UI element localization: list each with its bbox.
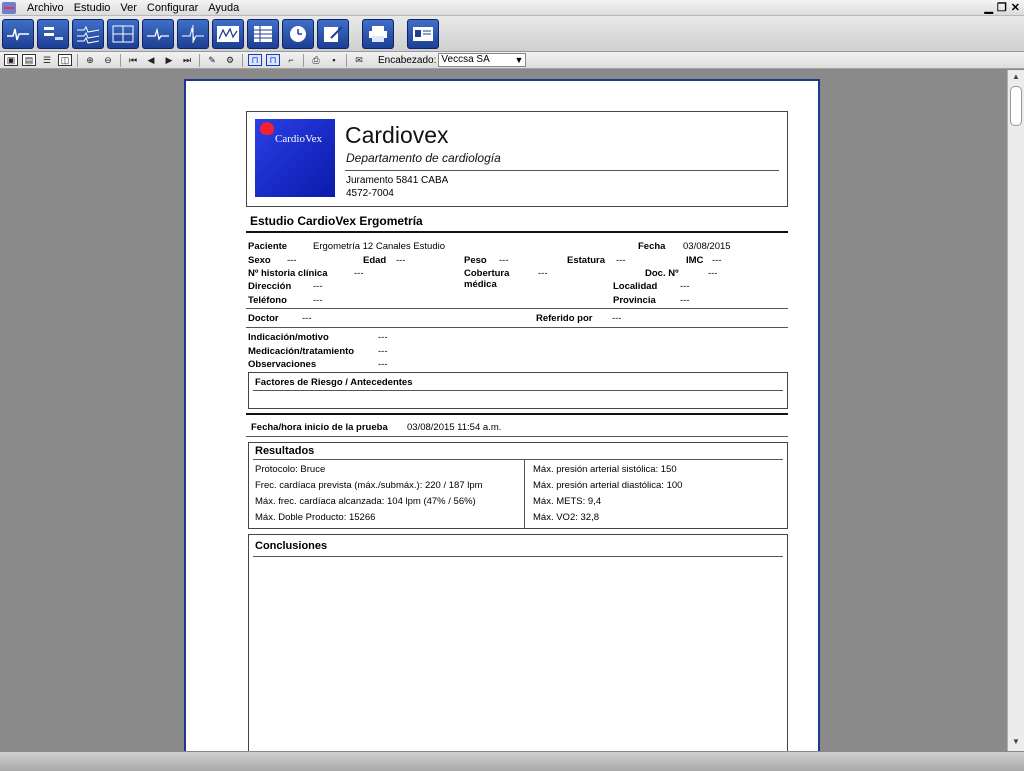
page-width-button[interactable] <box>22 54 36 66</box>
referido-value: --- <box>612 313 622 324</box>
imc-label: IMC <box>686 255 704 266</box>
company-name: Cardiovex <box>345 122 449 148</box>
multi-channel-button[interactable] <box>72 19 104 49</box>
next-page-icon: ▶ <box>165 54 173 65</box>
menu-configurar[interactable]: Configurar <box>146 1 199 14</box>
close-icon[interactable]: ✕ <box>1010 2 1020 14</box>
resultado-presion-sistolica: Máx. presión arterial sistólica: 150 <box>533 464 677 475</box>
menu-ver[interactable]: Ver <box>120 1 137 14</box>
zoom-out-icon: ⊖ <box>104 54 112 65</box>
doc-value: --- <box>708 268 718 279</box>
format-a-icon: ⊓ <box>251 54 259 65</box>
department-name: Departamento de cardiología <box>346 151 501 165</box>
fecha-value: 03/08/2015 <box>683 241 731 252</box>
properties-button[interactable] <box>223 54 237 66</box>
first-page-button[interactable] <box>126 54 140 66</box>
table-icon <box>251 24 275 44</box>
print-small-button[interactable] <box>309 54 323 66</box>
printer-icon <box>366 24 390 44</box>
pencil-icon: ✎ <box>208 54 216 65</box>
lines-icon: ☰ <box>42 54 52 65</box>
first-page-icon: ⏮ <box>128 54 138 65</box>
report-header <box>246 111 788 207</box>
estatura-value: --- <box>616 255 626 266</box>
conclusiones-box <box>248 534 788 751</box>
encabezado-label: Encabezado: <box>378 54 437 66</box>
id-card-icon <box>411 24 435 44</box>
ecg-button[interactable] <box>2 19 34 49</box>
logo-text: CardioVex <box>275 133 323 145</box>
menu-estudio[interactable]: Estudio <box>73 1 111 14</box>
paciente-value: Ergometría 12 Canales Estudio <box>313 241 446 252</box>
overlay-wave-icon <box>181 24 205 44</box>
resultado-mets: Máx. METS: 9,4 <box>533 496 602 507</box>
ecg-wave-icon <box>6 24 30 44</box>
menu-bar <box>0 0 1024 16</box>
print-button[interactable] <box>362 19 394 49</box>
table-button[interactable] <box>247 19 279 49</box>
scroll-down-icon[interactable]: ▼ <box>1012 737 1020 746</box>
report-viewport <box>0 70 1007 751</box>
single-page-icon: ▣ <box>6 54 16 65</box>
company-logo <box>255 119 335 197</box>
direccion-value: --- <box>313 281 323 292</box>
trend-icon <box>216 24 240 44</box>
main-toolbar <box>0 16 1024 52</box>
inicio-prueba-label: Fecha/hora inicio de la prueba <box>251 422 388 433</box>
format-a-button[interactable] <box>248 54 262 66</box>
envelope-icon: ✉ <box>355 54 363 65</box>
localidad-value: --- <box>680 281 690 292</box>
resultado-presion-diastolica: Máx. presión arterial diastólica: 100 <box>533 480 683 491</box>
referido-label: Referido por <box>536 313 593 324</box>
fecha-label: Fecha <box>638 241 666 252</box>
vertical-scrollbar[interactable] <box>1007 70 1024 751</box>
edad-label: Edad <box>363 255 387 266</box>
dropdown-arrow-icon: ▼ <box>514 55 524 65</box>
report-toolbar <box>0 52 1024 69</box>
doctor-value: --- <box>302 313 312 324</box>
cobertura-label-2: médica <box>464 279 497 290</box>
save-button[interactable] <box>327 54 341 66</box>
page-width-icon: ▤ <box>24 54 34 65</box>
imc-value: --- <box>712 255 722 266</box>
encabezado-select[interactable] <box>438 53 526 67</box>
format-b-button[interactable] <box>266 54 280 66</box>
paciente-label: Paciente <box>248 241 288 252</box>
grid-wave-icon <box>111 24 135 44</box>
last-page-button[interactable] <box>180 54 194 66</box>
trend-button[interactable] <box>212 19 244 49</box>
provincia-label: Provincia <box>613 295 656 306</box>
edit-report-button[interactable] <box>317 19 349 49</box>
resultado-protocolo: Protocolo: Bruce <box>255 464 326 475</box>
multi-channel-icon <box>76 24 100 44</box>
sexo-value: --- <box>287 255 297 266</box>
doctor-label: Doctor <box>248 313 279 324</box>
edit-button[interactable] <box>205 54 219 66</box>
peso-label: Peso <box>464 255 487 266</box>
study-title: Estudio CardioVex Ergometría <box>250 214 423 228</box>
prev-page-button[interactable] <box>144 54 158 66</box>
page-lines-button[interactable] <box>40 54 54 66</box>
last-page-icon: ⏭ <box>182 54 192 65</box>
indicacion-label: Indicación/motivo <box>248 332 329 343</box>
window-controls <box>984 0 1020 16</box>
report-page <box>184 79 820 751</box>
format-c-button[interactable] <box>284 54 298 66</box>
localidad-label: Localidad <box>613 281 658 292</box>
scroll-up-icon[interactable]: ▲ <box>1012 72 1020 81</box>
two-pages-button[interactable] <box>58 54 72 66</box>
resultado-doble-producto: Máx. Doble Producto: 15266 <box>255 512 376 523</box>
estatura-label: Estatura <box>567 255 606 266</box>
clock-button[interactable] <box>282 19 314 49</box>
email-button[interactable] <box>352 54 366 66</box>
encabezado-value: Veccsa SA <box>441 54 490 65</box>
medicacion-label: Medicación/tratamiento <box>248 346 355 357</box>
prev-page-icon: ◀ <box>147 54 155 65</box>
resultado-frec-alcanzada: Máx. frec. cardíaca alcanzada: 104 lpm (47% / 56%) <box>255 496 476 507</box>
telefono-value: --- <box>313 295 323 306</box>
rr-fc-icon <box>41 24 65 44</box>
provincia-value: --- <box>680 295 690 306</box>
scroll-thumb[interactable] <box>1010 86 1022 126</box>
single-wave-icon <box>146 24 170 44</box>
historia-clinica-label: Nº historia clínica <box>248 268 328 279</box>
save-icon: ▪ <box>332 55 336 65</box>
minimize-icon[interactable]: ▁ <box>984 2 993 14</box>
direccion-label: Dirección <box>248 281 292 292</box>
format-c-icon: ⌐ <box>288 55 294 65</box>
resultado-frec-prevista: Frec. cardíaca prevista (máx./submáx.): 220 / 187 lpm <box>255 480 483 491</box>
medicacion-value: --- <box>378 346 388 357</box>
patient-card-button[interactable] <box>407 19 439 49</box>
conclusiones-title: Conclusiones <box>255 540 328 552</box>
next-page-button[interactable] <box>162 54 176 66</box>
indicacion-value: --- <box>378 332 388 343</box>
company-phone: 4572-7004 <box>346 188 394 199</box>
observaciones-label: Observaciones <box>248 359 317 370</box>
grid-view-button[interactable] <box>107 19 139 49</box>
rr-fc-button[interactable] <box>37 19 69 49</box>
app-icon[interactable] <box>2 2 16 14</box>
cobertura-label: Cobertura <box>464 268 510 279</box>
print-small-icon: ⎙ <box>312 54 320 65</box>
cobertura-value: --- <box>538 268 548 279</box>
inicio-prueba-value: 03/08/2015 11:54 a.m. <box>407 422 502 433</box>
zoom-out-button[interactable] <box>101 54 115 66</box>
doc-label: Doc. Nº <box>645 268 679 279</box>
two-pages-icon: ◫ <box>60 54 70 65</box>
observaciones-value: --- <box>378 359 388 370</box>
page-single-button[interactable] <box>4 54 18 66</box>
restore-icon[interactable]: ❐ <box>996 2 1007 14</box>
single-wave-button[interactable] <box>142 19 174 49</box>
menu-ayuda[interactable]: Ayuda <box>208 1 240 14</box>
menu-archivo[interactable]: Archivo <box>27 1 64 14</box>
factores-riesgo-box <box>248 372 788 409</box>
properties-icon: ⚙ <box>225 54 235 65</box>
peso-value: --- <box>499 255 509 266</box>
heart-icon <box>260 122 274 135</box>
company-address: Juramento 5841 CABA <box>346 175 449 186</box>
zoom-in-icon: ⊕ <box>86 54 94 65</box>
resultado-vo2: Máx. VO2: 32,8 <box>533 512 600 523</box>
zoom-in-button[interactable] <box>83 54 97 66</box>
resultados-box <box>248 442 788 529</box>
historia-clinica-value: --- <box>354 268 364 279</box>
sexo-label: Sexo <box>248 255 271 266</box>
edit-icon <box>321 24 345 44</box>
edad-value: --- <box>396 255 406 266</box>
factores-riesgo-title: Factores de Riesgo / Antecedentes <box>255 377 413 388</box>
resultados-title: Resultados <box>255 445 315 457</box>
clock-icon <box>286 24 310 44</box>
status-bar <box>0 751 1024 771</box>
telefono-label: Teléfono <box>248 295 287 306</box>
overlay-wave-button[interactable] <box>177 19 209 49</box>
format-b-icon: ⊓ <box>269 54 277 65</box>
